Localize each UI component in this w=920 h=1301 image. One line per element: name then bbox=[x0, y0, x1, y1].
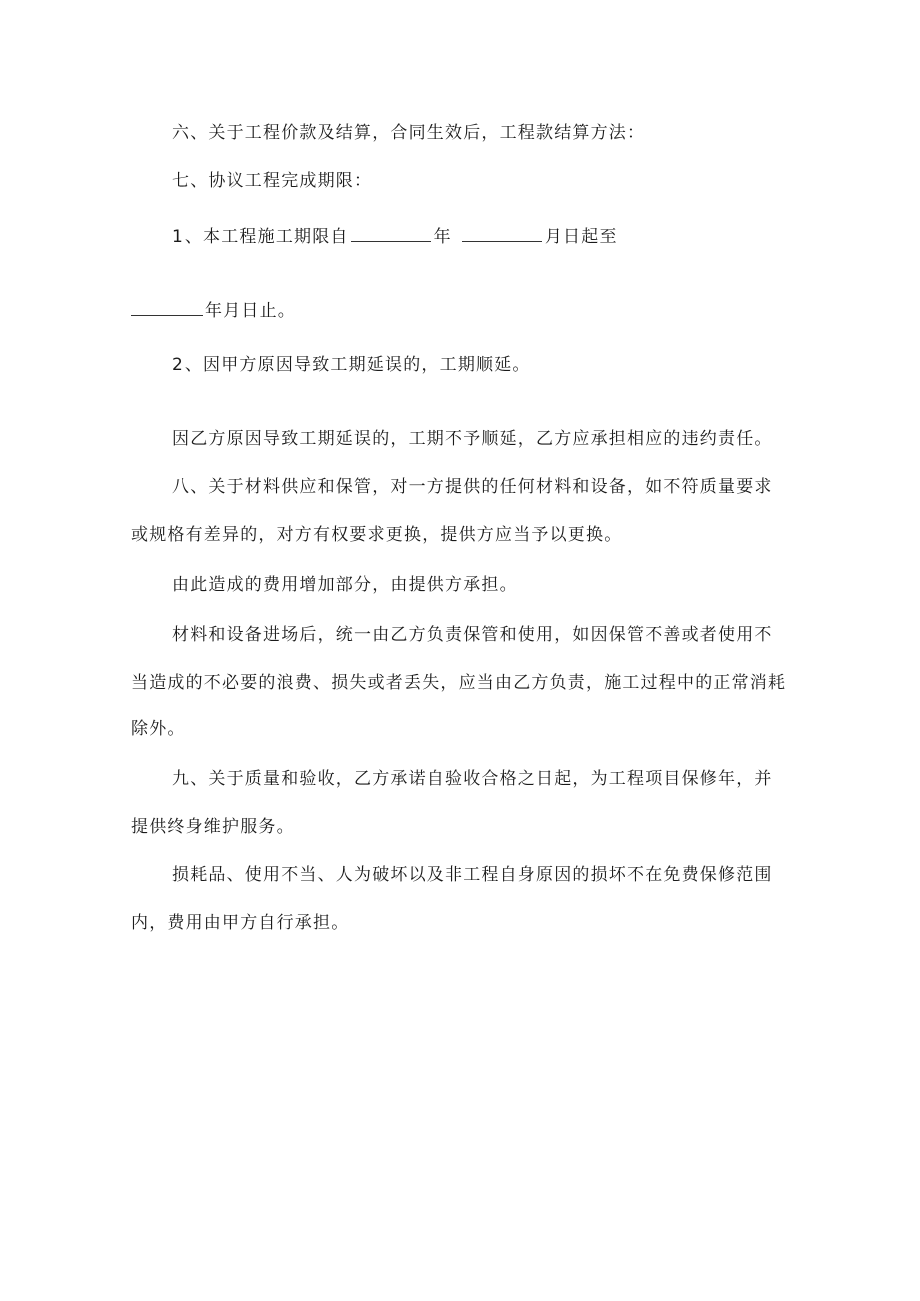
item-number: 1 bbox=[172, 227, 183, 247]
clause-7-item-2 bbox=[172, 354, 531, 376]
clause-8-para-3-line-3: 除外。 bbox=[131, 719, 186, 739]
clause-6: 六、关于工程价款及结算，合同生效后，工程款结算方法： bbox=[172, 123, 646, 143]
clause-8-para-2: 由此造成的费用增加部分，由提供方承担。 bbox=[172, 575, 518, 595]
clause-8-para-3-line-2: 当造成的不必要的浪费、损失或者丢失，应当由乙方负责，施工过程中的正常消耗 bbox=[131, 673, 787, 693]
item-text-b: 年 bbox=[433, 227, 452, 247]
item-text: 、因甲方原因导致工期延误的，工期顺延。 bbox=[184, 355, 531, 375]
continued-text: 年月日止。 bbox=[205, 301, 296, 321]
clause-9-para-2-line-2: 内，费用由甲方自行承担。 bbox=[131, 913, 350, 933]
clause-9-line-2: 提供终身维护服务。 bbox=[131, 817, 295, 837]
clause-9-para-2-line-1: 损耗品、使用不当、人为破坏以及非工程自身原因的损坏不在免费保修范围 bbox=[172, 865, 773, 885]
clause-7-item-3: 因乙方原因导致工期延误的，工期不予顺延，乙方应承担相应的违约责任。 bbox=[172, 429, 773, 449]
item-text-c: 月日起至 bbox=[544, 227, 618, 247]
blank-field bbox=[462, 227, 542, 242]
item-number: 2 bbox=[172, 355, 183, 375]
clause-8-para-3-line-1: 材料和设备进场后，统一由乙方负责保管和使用，如因保管不善或者使用不 bbox=[172, 625, 773, 645]
item-text-a: 、本工程施工期限自 bbox=[184, 227, 349, 247]
clause-7-item-1-continued bbox=[131, 300, 296, 322]
clause-8-line-2: 或规格有差异的，对方有权要求更换，提供方应当予以更换。 bbox=[131, 525, 623, 545]
clause-7-item-1 bbox=[172, 226, 618, 248]
blank-field bbox=[351, 227, 431, 242]
clause-9-line-1: 九、关于质量和验收，乙方承诺自验收合格之日起，为工程项目保修年，并 bbox=[172, 769, 773, 789]
clause-8-line-1: 八、关于材料供应和保管，对一方提供的任何材料和设备，如不符质量要求 bbox=[172, 477, 773, 497]
clause-7-heading: 七、协议工程完成期限： bbox=[172, 171, 373, 191]
blank-field bbox=[131, 301, 203, 316]
